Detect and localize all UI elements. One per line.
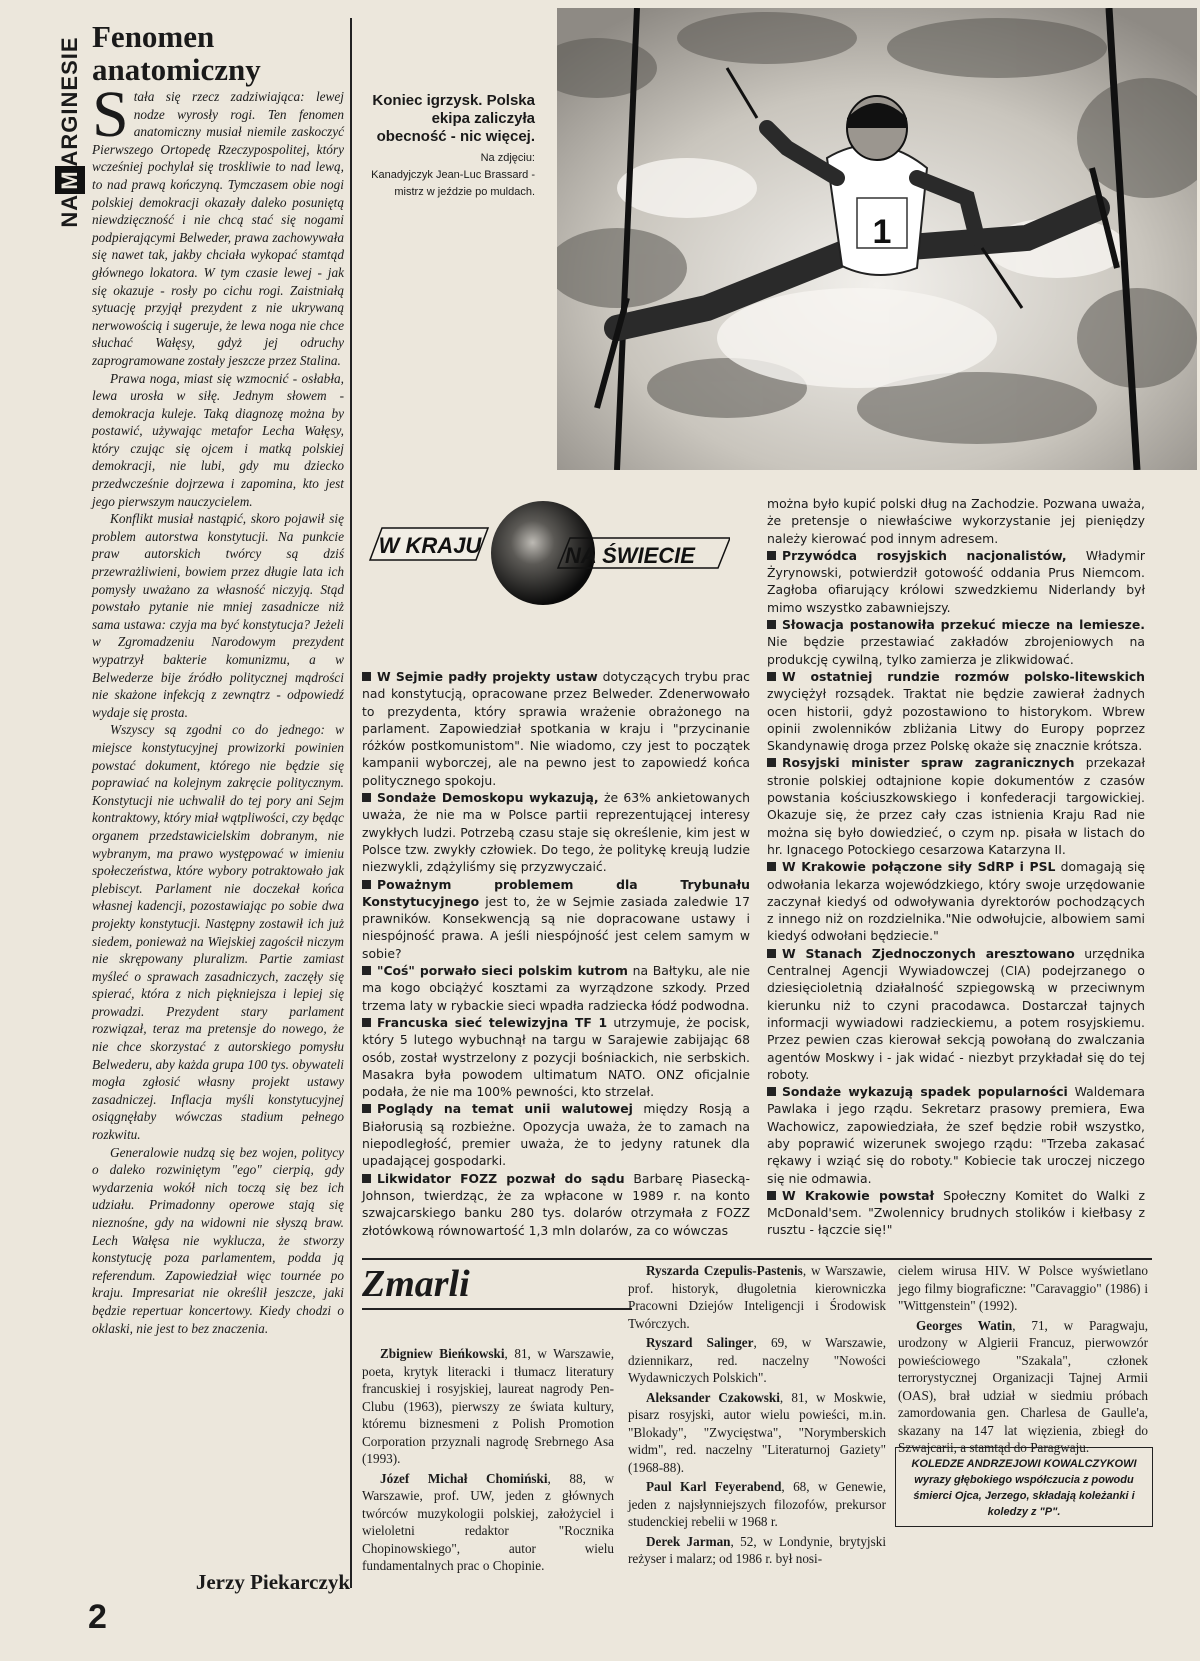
news-item-text: Nie będzie przestawiać zakładów zbrojeniowych na produkcję cywilną, tylko zamierza je zlikwidować.: [767, 634, 1145, 667]
bullet-square-icon: [767, 949, 776, 958]
obituary-text: , 81, w Warszawie, poeta, krytyk literacki i tłumacz literatury francuskiej i rosyjskiej, laureat nagrody Pen-Clubu (1963), pierwszy ze świata kultury, któremu biznesmeni z Polish Promotion Corporation przyznali nagrodę Srebrnego Asa (1993).: [362, 1346, 614, 1466]
bullet-square-icon: [362, 1018, 371, 1027]
news-item: [767, 754, 1145, 858]
essay-paragraph: Prawa noga, miast się wzmocnić - osłabła, lewa urosła w siłę. Jednym słowem - demokracja kuleje. Taką diagnozę można by postawić, używając metafor Lecha Wałęsy, który czując się ojcem i matką polskiej demokracji, nie lubi, gdy mu dziecko przedwcześnie dojrzewa i zapomina, kto jest jego pierwszym nauczycielem.: [92, 370, 344, 509]
bullet-square-icon: [767, 551, 776, 560]
news-item-lead: W Krakowie powstał: [782, 1187, 935, 1203]
obituary-name: Derek Jarman: [646, 1533, 731, 1549]
skier-photo-illustration: [557, 8, 1197, 470]
news-item-lead: Likwidator FOZZ pozwał do sądu: [377, 1170, 625, 1186]
bullet-square-icon: [362, 1174, 371, 1183]
news-item-text: urzędnika Centralnej Agencji Wywiadowczej (CIA) podejrzanego o dziesięcioletnią działalność szpiegowską w przeciwnym kierunku niż to czyni pracodawca. Dostarczał tajnych informacji wywiadowi radzieckiemu, a potem rosyjskiemu. Przez pewien czas kierował sekcją powołaną do zwalczania agentów Moskwy i - jak widać - niezbyt przykładał się do tej roboty.: [767, 945, 1145, 1082]
obituary-entry: [628, 1478, 886, 1531]
obituary-entry: [628, 1533, 886, 1568]
obituary-text: , 81, w Moskwie, pisarz rosyjski, autor wielu powieści, m.in. "Blokady", "Zwycięstwa", "Norymberskich widm", red. naczelny "Literaturnoj Gaziety" (1968-88).: [628, 1389, 886, 1475]
condolence-box: KOLEDZE ANDRZEJOWI KOWALCZYKOWI wyrazy głębokiego współczucia z powodu śmierci Ojca, Jerzego, składają koleżanki i koledzy z "P".: [895, 1447, 1153, 1527]
news-item-lead: Sondaże wykazują spadek popularności: [782, 1084, 1068, 1100]
news-item-text: między Rosją a Białorusią są rozbieżne. Opozycja uważa, że to zamach na niepodległość, premier uważa, że to jedyny ratunek dla upadającej gospodarki.: [362, 1101, 750, 1169]
photo-caption: [360, 92, 535, 201]
news-item: [767, 616, 1145, 668]
caption-text: Kanadyjczyk Jean-Luc Brassard - mistrz w jeździe po muldach.: [371, 169, 535, 198]
bullet-square-icon: [362, 672, 371, 681]
news-item-text: utrzymuje, że pocisk, który 5 lutego wybuchnął na targu w Sarajewie zabijając 68 osób, został wystrzelony z pozycji bośniackich, nie serbskich. Masakra była powodem ultimatum NATO. ONZ oficjalnie podała, że nie ma 100% pewności, kto strzelał.: [362, 1014, 750, 1100]
obituary-text: , 88, w Warszawie, prof. UW, jeden z głównych twórców muzykologii polskiej, założyciel i wieloletni redaktor "Rocznika Chopinowskiego", autor wielu fundamentalnych prac o Chopinie.: [362, 1470, 614, 1573]
obituary-entry: [362, 1470, 614, 1575]
obituary-text: , w Warszawie, prof. historyk, długoletnia kierowniczka Pracowni Dziejów Inteligencji i Środowisk Twórczych.: [628, 1263, 886, 1331]
news-item-text: Władymir Żyrynowski, potwierdził gotowość oddania Prus Niemcom. Zagłoba ofiarujący królowi szwedzkiemu Niderlandy był mimo wszystko zabawniejszy.: [767, 547, 1145, 615]
news-item-text: dotyczących trybu prac nad konstytucją, opracowane przez Belweder. Zdenerwowało to prezydenta, który sprawia wrażenie obrażonego na parlament. Zapowiedział spotkania w kraju i "przycinanie różków postkomunistom". Nie wiadomo, czy jest to początek kampanii wyborczej, ale na pewno jest to zapowiedź końca politycznego spokoju.: [362, 669, 750, 788]
news-item: [362, 1170, 750, 1239]
essay-paragraph: Generalowie nudzą się bez wojen, politycy o daleko rozwiniętym "ego" cierpią, gdy wydarzenia wokół nich toczą się bez ich udziału. Primadonny operowe stają się nieznośne, gdy na widowni nie słyszą braw. Lech Wałęsa nie wyklucza, że stworzy konstytucję poza parlamentem, podda ją referendum. Zapowiedział więc tournée po kraju. Impresariat nie określił jeszcze, jaki będzie repertuar koncertowy. Kiedy chodzi o oklaski, nie jest to bez znaczenia.: [92, 1144, 344, 1336]
news-item-lead: W Krakowie połączone siły SdRP i PSL: [782, 859, 1056, 875]
news-item-lead: W ostatniej rundzie rozmów polsko-litewskich: [782, 668, 1145, 684]
essay-author: Jerzy Piekarczyk: [195, 1570, 350, 1594]
obituaries-rule: [362, 1258, 1152, 1260]
bullet-square-icon: [767, 1191, 776, 1200]
essay-paragraph: Wszyscy są zgodni co do jednego: w miejsce konstytucyjnej prowizorki powinien powstać dokument, którego nie będzie się poprawiać na kolejnym zakręcie politycznym. Konstytucji nie uchwalił do tej pory ani Sejm kontraktowy, który miał wątpliwości, czy będąc organem przedstawicielskim dobranym, nie wybranym, ma prawo występować w imieniu społeczeństwa, które wybory potraktowało jak plebiscyt. Parlament nie doczekał końca własnej kadencji, pozostawiając po sobie dwa projekty konstytucji. Następny zostawił ich już siedem, ponieważ na Wiejskiej zagościł niczym nie skrępowany pluralizm. Partie zamiast myśleć o sprawach zasadniczych, zaczęły się spierać, która z nich piękniejsza i lepiej się prowadzi. Prezydent stary parlament rozwiązał, teraz ma pretensje do nowego, że nie chce skorzystać z autorskiego pomysłu Belwederu, aby każda grupa 100 tys. obywateli mogła zgłosić własny projekt ustawy zasadniczej. Inflacja myśli konstytucyjnej osiągnęłaby wówczas stadium pełnego rozkwitu.: [92, 722, 344, 1143]
news-item: [767, 547, 1145, 616]
news-item-text: Społeczny Komitet do Walki z McDonald'sem. "Zwolennicy brudnych stolików i kiełbasy z rusztu - łączcie się!": [767, 1187, 1145, 1238]
essay-title: Fenomen anatomiczny: [92, 19, 261, 87]
section-prefix: NA: [57, 193, 82, 228]
section-label: [55, 22, 85, 242]
news-item: [362, 668, 750, 789]
obituary-name: Paul Karl Feyerabend: [646, 1479, 782, 1494]
bullet-square-icon: [767, 1087, 776, 1096]
news-item-lead: Rosyjski minister spraw zagranicznych: [782, 755, 1075, 771]
bullet-square-icon: [767, 620, 776, 629]
obituary-entry: [628, 1334, 886, 1387]
news-item-lead: Przywódca rosyjskich nacjonalistów,: [782, 547, 1067, 563]
obituary-entry: [628, 1262, 886, 1332]
page-number: 2: [88, 1598, 107, 1636]
news-continuation: można było kupić polski dług na Zachodzie. Pozwana uważa, że pretensje o niewłaściwe wykorzystanie jej pieniędzy należy kierować pod innym adresem.: [767, 496, 1145, 546]
news-item-text: jest to, że w Sejmie zasiada zaledwie 17 prawników. Konsekwencją są nie dopracowane ustawy i niespójność prawa. A jeśli niespójność jest celem samym w sobie?: [362, 893, 750, 961]
news-item: [362, 789, 750, 875]
news-item: [767, 858, 1145, 944]
obituaries-column-2: [628, 1262, 886, 1570]
news-item: [767, 1083, 1145, 1187]
essay-body: [92, 78, 344, 1337]
obituaries-column-1: [362, 1345, 614, 1577]
news-item: [767, 668, 1145, 754]
obituary-name: Georges Watin: [916, 1317, 1013, 1333]
caption-label: Na zdjęciu:: [480, 152, 535, 164]
news-item-lead: Poglądy na temat unii walutowej: [377, 1101, 633, 1117]
news-item: [362, 1100, 750, 1169]
bib-number: 1: [872, 213, 892, 251]
obituary-name: Aleksander Czakowski: [646, 1389, 780, 1405]
skier-photo: [557, 8, 1197, 470]
news-item-lead: W Sejmie padły projekty ustaw: [377, 669, 598, 684]
obituaries-title: Zmarli: [362, 1263, 470, 1305]
obituary-text: , 69, w Warszawie, dziennikarz, red. naczelny "Nowości Wydawniczych Polskich".: [628, 1335, 886, 1385]
obituary-continuation: [898, 1262, 1148, 1315]
obituary-name: Ryszard Salinger: [646, 1335, 754, 1350]
news-item-text: przekazał stronie polskiej odtajnione kopie dokumentów z czasów powstania kościuszkowskiego i konfederacji targowickiej. Okazuje się, że przez cały czas istnienia Kraju Rad nie można się było dowiedzieć, o czym np. pisała w listach do hr. Ignacego Potockiego cesarzowa Katarzyna II.: [767, 755, 1145, 857]
essay-paragraph: Konflikt musiał nastąpić, skoro pojawił się problem autorstwa konstytucji. Na punkcie praw autorskich twórcy są dziś przewrażliwieni, bowiem przez długie lata ich pomysły uważano za własność niczyją. Stąd powstało pytanie nie mniej zasadnicze niż sama ustawa: czyja ma być konstytucja? Jeżeli w Zgromadzeniu Narodowym prezydent wypatrzył bakterie komunizmu, a w Belwederze bije źródło politycznej mądrości nie skażone infekcją z zewnątrz - odpowiedź wydaje się prosta.: [92, 511, 344, 720]
news-item: [767, 1187, 1145, 1239]
obituary-text: , 52, w Londynie, brytyjski reżyser i malarz; od 1986 r. był nosi-: [628, 1533, 886, 1566]
obituary-entry: [898, 1317, 1148, 1457]
header-right-text: NA ŚWIECIE: [565, 543, 695, 568]
section-logo-letter: M: [55, 166, 85, 193]
obituaries-title-rule: [362, 1308, 632, 1310]
news-item-lead: Francuska sieć telewizyjna TF 1: [377, 1014, 608, 1030]
news-item-text: na Bałtyku, ale nie ma kogo obciążyć kosztami za wyrządzone szkody. Przed trzema laty w rybackie sieci wpadła radziecka łódź podwodna.: [362, 963, 750, 1013]
news-item-lead: Słowacja postanowiła przekuć miecze na lemiesze.: [782, 617, 1145, 633]
news-item-lead: Poważnym problemem dla Trybunału Konstytucyjnego: [362, 876, 750, 909]
bullet-square-icon: [362, 793, 371, 802]
header-left-text: W KRAJU: [378, 533, 482, 558]
column-rule: [350, 18, 352, 1588]
news-item: [362, 962, 750, 1014]
section-suffix: ARGINESIE: [57, 36, 82, 167]
essay-paragraph: Stała się rzecz zadziwiająca: lewej nodze wyrosły rogi. Ten fenomen anatomiczny musiał niemile zaskoczyć Pierwszego Ortopedę Rzeczypospolitej, który wcześniej pochylał się troskliwie to nad lewą, to nad prawą kończyną. Tymczasem obie nogi polskiej demokracji okazały daleko posuniętą niewdzięczność i nie chcą stać się nogami podpierającymi Belweder, prawa zachowywała się nawet tak, jakby chciała wykopać stamtąd głównego lokatora. W tym czasie lewej - jak się okazuje - rosły po cichu rogi. Zaistniałą sytuację przyjął prezydent z nie ukrywaną nerwowością i sugeruje, że lewa noga nie chce słuchać Wałęsy, gdyż jej odruchy zaprogramowane zostały jeszcze przez Stalina.: [92, 78, 344, 368]
bullet-square-icon: [362, 880, 371, 889]
news-item-text: że 63% ankietowanych uważa, że nie ma w Polsce partii reprezentującej interesy zwykłych ludzi. Potrzebą czasu staje się określenie, kim jest w Polsce tzw. zwykły człowiek. Do tego, że politykę kreują ludzie niezwykli, zdążyliśmy się przyzwyczaić.: [362, 790, 750, 875]
caption-headline: Koniec igrzysk. Polska ekipa zaliczyła obecność - nic więcej.: [372, 92, 535, 145]
obituary-name: Zbigniew Bieńkowski: [380, 1346, 505, 1361]
news-left-column: [362, 668, 750, 1239]
obituary-name: Ryszarda Czepulis-Pastenis: [646, 1263, 803, 1278]
news-item-lead: "Coś" porwało sieci polskim kutrom: [377, 963, 628, 979]
news-item-lead: W Stanach Zjednoczonych aresztowano: [782, 945, 1075, 961]
bullet-square-icon: [362, 1104, 371, 1113]
bullet-square-icon: [362, 966, 371, 975]
news-item-lead: Sondaże Demoskopu wykazują,: [377, 790, 599, 806]
news-item-text: zwyciężył rozsądek. Traktat nie będzie zawierał żadnych ocen historii, gdyż pozostawiono to historykom. Wbrew opinii zwolenników zbliżania Litwy do Europy poprzez Skandynawię droga przez Polskę okaże się znacznie krótsza.: [767, 686, 1145, 754]
news-item: [362, 876, 750, 962]
obituary-text: , 68, w Genewie, jeden z najsłynniejszych filozofów, prekursor studenckiej rebelii w 1968 r.: [628, 1479, 886, 1529]
news-item-text: domagają się odwołania lekarza wojewódzkiego, który swoje urzędowanie zaczynał kiedyś od odwoływania dyrektorów pochodzących z innego niż on rozdzielnika."Nie odwołujcie, albowiem sami kiedyś odwołani będziecie.": [767, 859, 1145, 944]
news-right-column: [767, 495, 1145, 1239]
news-item-text: Barbarę Piasecką-Johnson, twierdząc, że za wpłacone w 1989 r. na konto szwajcarskiego banku 280 tys. dolarów otrzymała z FOZZ złotówkową równowartość 1,3 mln dolarów, za co wówczas: [362, 1170, 751, 1238]
news-item-text: Waldemara Pawlaka i jego rządu. Sekretarz prasowy premiera, Ewa Wachowicz, zapowiedziała, że szef będzie robił wszystko, aby poprawić wizerunek swojego rządu: "Trzeba zakasać rękawy i wziąć się do roboty." Kobiecie tak uroczej niczego się nie odmawia.: [767, 1084, 1145, 1186]
news-header: [368, 498, 730, 616]
bullet-square-icon: [767, 862, 776, 871]
obituary-text: cielem wirusa HIV. W Polsce wyświetlano jego filmy biograficzne: "Caravaggio" (1986) i "Wittgenstein" (1992).: [898, 1263, 1148, 1313]
obituary-entry: [628, 1389, 886, 1477]
obituary-text: , 71, w Paragwaju, urodzony w Algierii Francuz, pierwowzór powieściowego "Szakala", członek terrorystycznej Organizacji Tajnej Armii (OAS), brał udział w siedmiu próbach zamordowania gen. Charlesa de Gaulle'a, skazany na 147 lat więzienia, zbiegł do Szwajcarii, a stamtąd do Paragwaju.: [898, 1317, 1149, 1455]
news-item: [362, 1014, 750, 1100]
bullet-square-icon: [767, 758, 776, 767]
obituaries-column-3: [898, 1262, 1148, 1459]
bullet-square-icon: [767, 672, 776, 681]
obituary-entry: [362, 1345, 614, 1468]
news-item: [767, 945, 1145, 1083]
obituary-name: Józef Michał Chomiński: [380, 1470, 548, 1486]
